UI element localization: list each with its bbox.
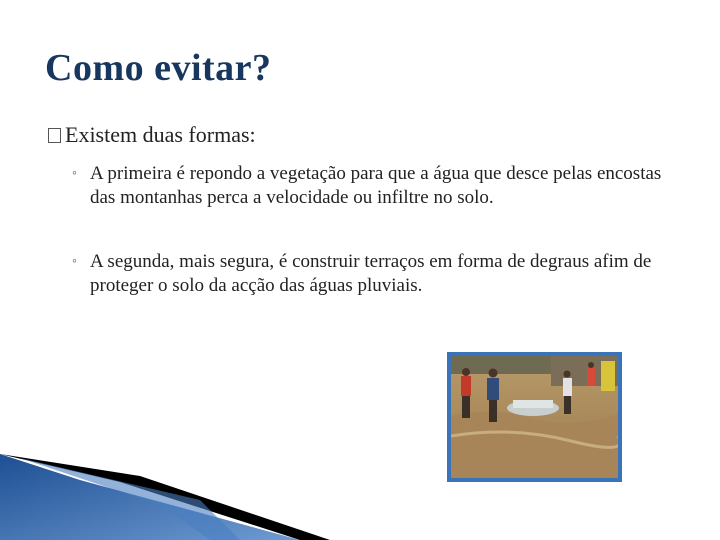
main-bullet xyxy=(48,122,256,148)
sub-bullet-marker-icon: ◦ xyxy=(72,166,77,181)
sub-bullet-2-text: A segunda, mais segura, é construir terraços em forma de degraus afim de proteger o solo da acção das águas pluviais. xyxy=(90,251,652,296)
decorative-corner-swoosh xyxy=(0,440,720,540)
sub-bullet-2 xyxy=(72,250,690,298)
sub-bullet-marker-icon: ◦ xyxy=(72,254,77,269)
bullet-box-icon xyxy=(48,128,61,143)
slide-title: Como evitar? xyxy=(45,47,272,89)
main-bullet-text: Existem duas formas: xyxy=(65,122,256,147)
sub-bullet-1 xyxy=(72,162,690,210)
sub-bullet-1-text: A primeira é repondo a vegetação para que a água que desce pelas encostas das montanhas perca a velocidade ou infiltre no solo. xyxy=(90,163,662,208)
